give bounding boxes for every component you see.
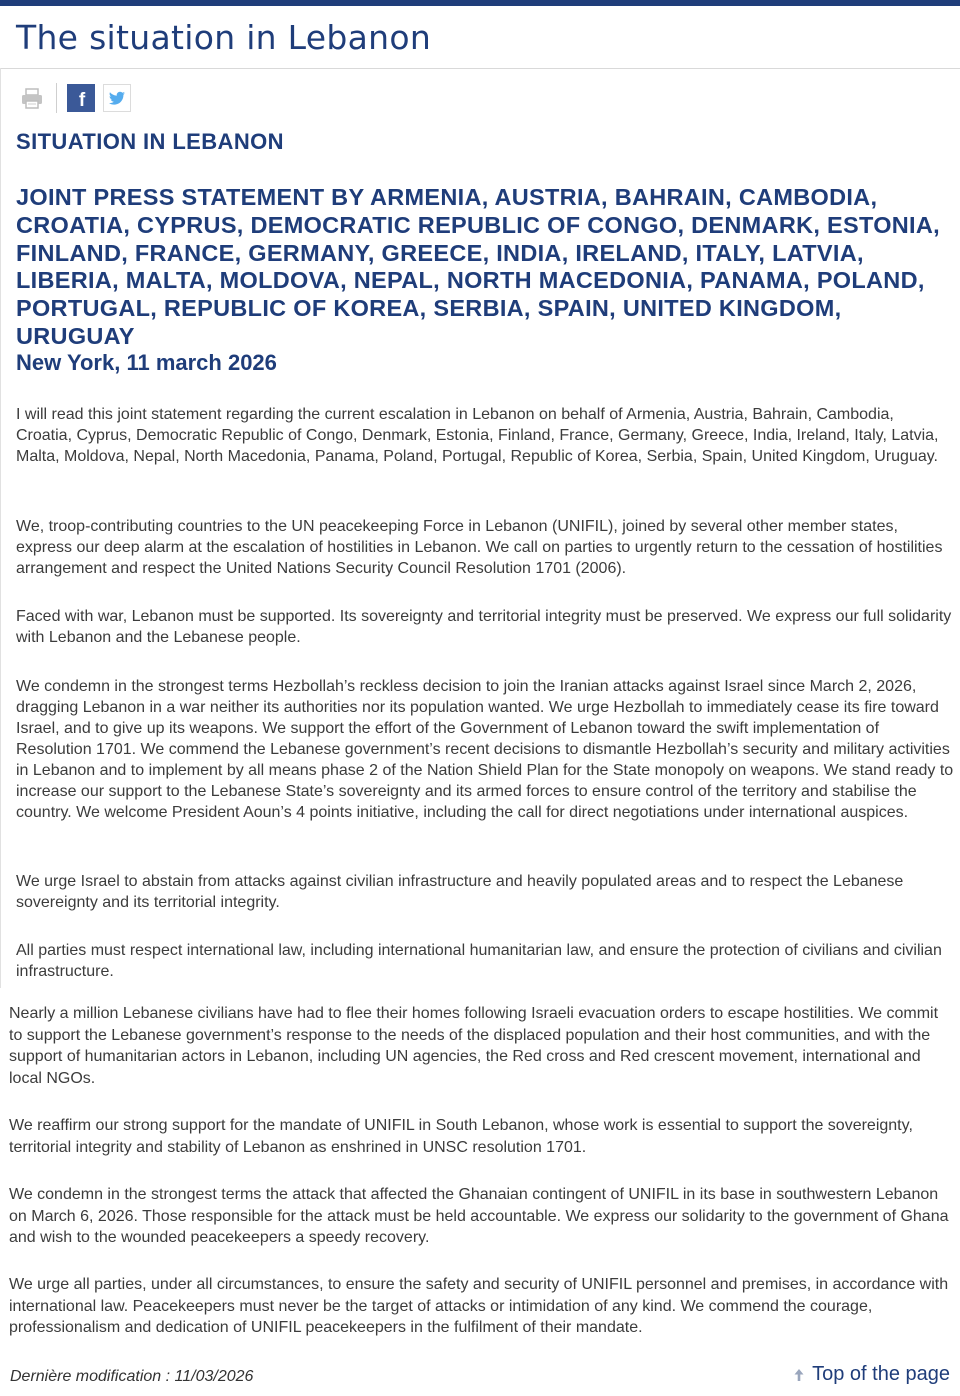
article-dateline: New York, 11 march 2026 <box>16 350 277 375</box>
print-icon[interactable] <box>18 84 46 112</box>
article-paragraph: We condemn in the strongest terms Hezbollah’s reckless decision to join the Iranian attacks against Israel since March 2, 2026, dragging Lebanon in a war neither its authorities nor its population wanted. We urge Hezbollah to immediately cease its fire toward Israel, and to give up its weapons. We support the effort of the Government of Lebanon toward the swift implementation of Resolution 1701. We commend the Lebanese government’s recent decisions to dismantle Hezbollah’s security and military activities in Lebanon and to implement by all means phase 2 of the Nation Shield Plan for the State monopoly on weapons. We stand ready to increase our support to the Lebanese State’s sovereignty and its armed forces to ensure control of the territory and stabilise the country. We welcome President Aoun’s 4 points initiative, including the call for direct negotiations under international auspices. <box>16 678 954 821</box>
page-title: The situation in Lebanon <box>16 18 432 57</box>
article-paragraph: We reaffirm our strong support for the mandate of UNIFIL in South Lebanon, whose work is essential to support the sovereignty, territorial integrity and stability of Lebanon as enshrined in UNSC resolution 1701. <box>9 1117 913 1156</box>
content-frame-left-border <box>0 68 1 988</box>
share-toolbar <box>18 83 131 113</box>
article-paragraph: I will read this joint statement regarding the current escalation in Lebanon on behalf of Armenia, Austria, Bahrain, Cambodia, Croatia, Cyprus, Democratic Republic of Congo, Denmark, Estonia, Finland, France, Germany, Greece, India, Ireland, Italy, Latvia, Malta, Moldova, Nepal, North Macedonia, Panama, Poland, Portugal, Republic of Korea, Serbia, Spain, United Kingdom, Uruguay. <box>16 406 939 465</box>
article-paragraph: Nearly a million Lebanese civilians have had to flee their homes following Israeli evacuation orders to escape hostilities. We commit to support the Lebanese government’s response to the needs of the displaced population and their host communities, and with the support of humanitarian actors in Lebanon, including UN agencies, the Red cross and Red crescent movement, international and local NGOs. <box>9 1005 939 1087</box>
title-divider <box>0 68 960 69</box>
back-to-top-link[interactable] <box>792 1363 950 1386</box>
share-separator <box>56 83 57 113</box>
arrow-up-icon <box>792 1367 806 1383</box>
article-paragraph: We, troop-contributing countries to the UN peacekeeping Force in Lebanon (UNIFIL), joined by several other member states, express our deep alarm at the escalation of hostilities in Lebanon. We call on parties to urgently return to the cessation of hostilities arrangement and respect the United Nations Security Council Resolution 1701 (2006). <box>16 518 943 577</box>
facebook-icon[interactable] <box>67 84 95 112</box>
article-paragraph: We condemn in the strongest terms the attack that affected the Ghanaian contingent of UNIFIL in its base in southwestern Lebanon on March 6, 2026. Those responsible for the attack must be held accountable. We express our solidarity to the government of Ghana and wish to the wounded peacekeepers a speedy recovery. <box>9 1186 949 1246</box>
article-paragraph: All parties must respect international law, including international humanitarian law, and ensure the protection of civilians and civilian infrastructure. <box>16 942 942 980</box>
article-paragraph: Faced with war, Lebanon must be supported. Its sovereignty and territorial integrity must be preserved. We express our full solidarity with Lebanon and the Lebanese people. <box>16 608 952 646</box>
facebook-letter: f <box>78 90 86 111</box>
top-accent-bar <box>0 0 960 6</box>
last-modified: Dernière modification : 11/03/2026 <box>10 1368 254 1385</box>
twitter-icon[interactable] <box>103 84 131 112</box>
back-to-top-label: Top of the page <box>812 1363 950 1385</box>
article-paragraph: We urge Israel to abstain from attacks against civilian infrastructure and heavily populated areas and to respect the Lebanese sovereignty and its territorial integrity. <box>16 873 904 911</box>
article-subheading: JOINT PRESS STATEMENT BY ARMENIA, AUSTRIA, BAHRAIN, CAMBODIA, CROATIA, CYPRUS, DEMOCRATIC REPUBLIC OF CONGO, DENMARK, ESTONIA, FINLAND, FRANCE, GERMANY, GREECE, INDIA, IRELAND, ITALY, LATVIA, LIBERIA, MALTA, MOLDOVA, NEPAL, NORTH MACEDONIA, PANAMA, POLAND, PORTUGAL, REPUBLIC OF KOREA, SERBIA, SPAIN, UNITED KINGDOM, URUGUAY <box>16 184 940 349</box>
article-paragraph: We urge all parties, under all circumstances, to ensure the safety and security of UNIFIL personnel and premises, in accordance with international law. Peacekeepers must never be the target of attacks or intimidation of any kind. We commend the courage, professionalism and dedication of UNIFIL peacekeepers in the fulfilment of their mandate. <box>9 1276 949 1336</box>
article-heading: SITUATION IN LEBANON <box>16 129 284 154</box>
